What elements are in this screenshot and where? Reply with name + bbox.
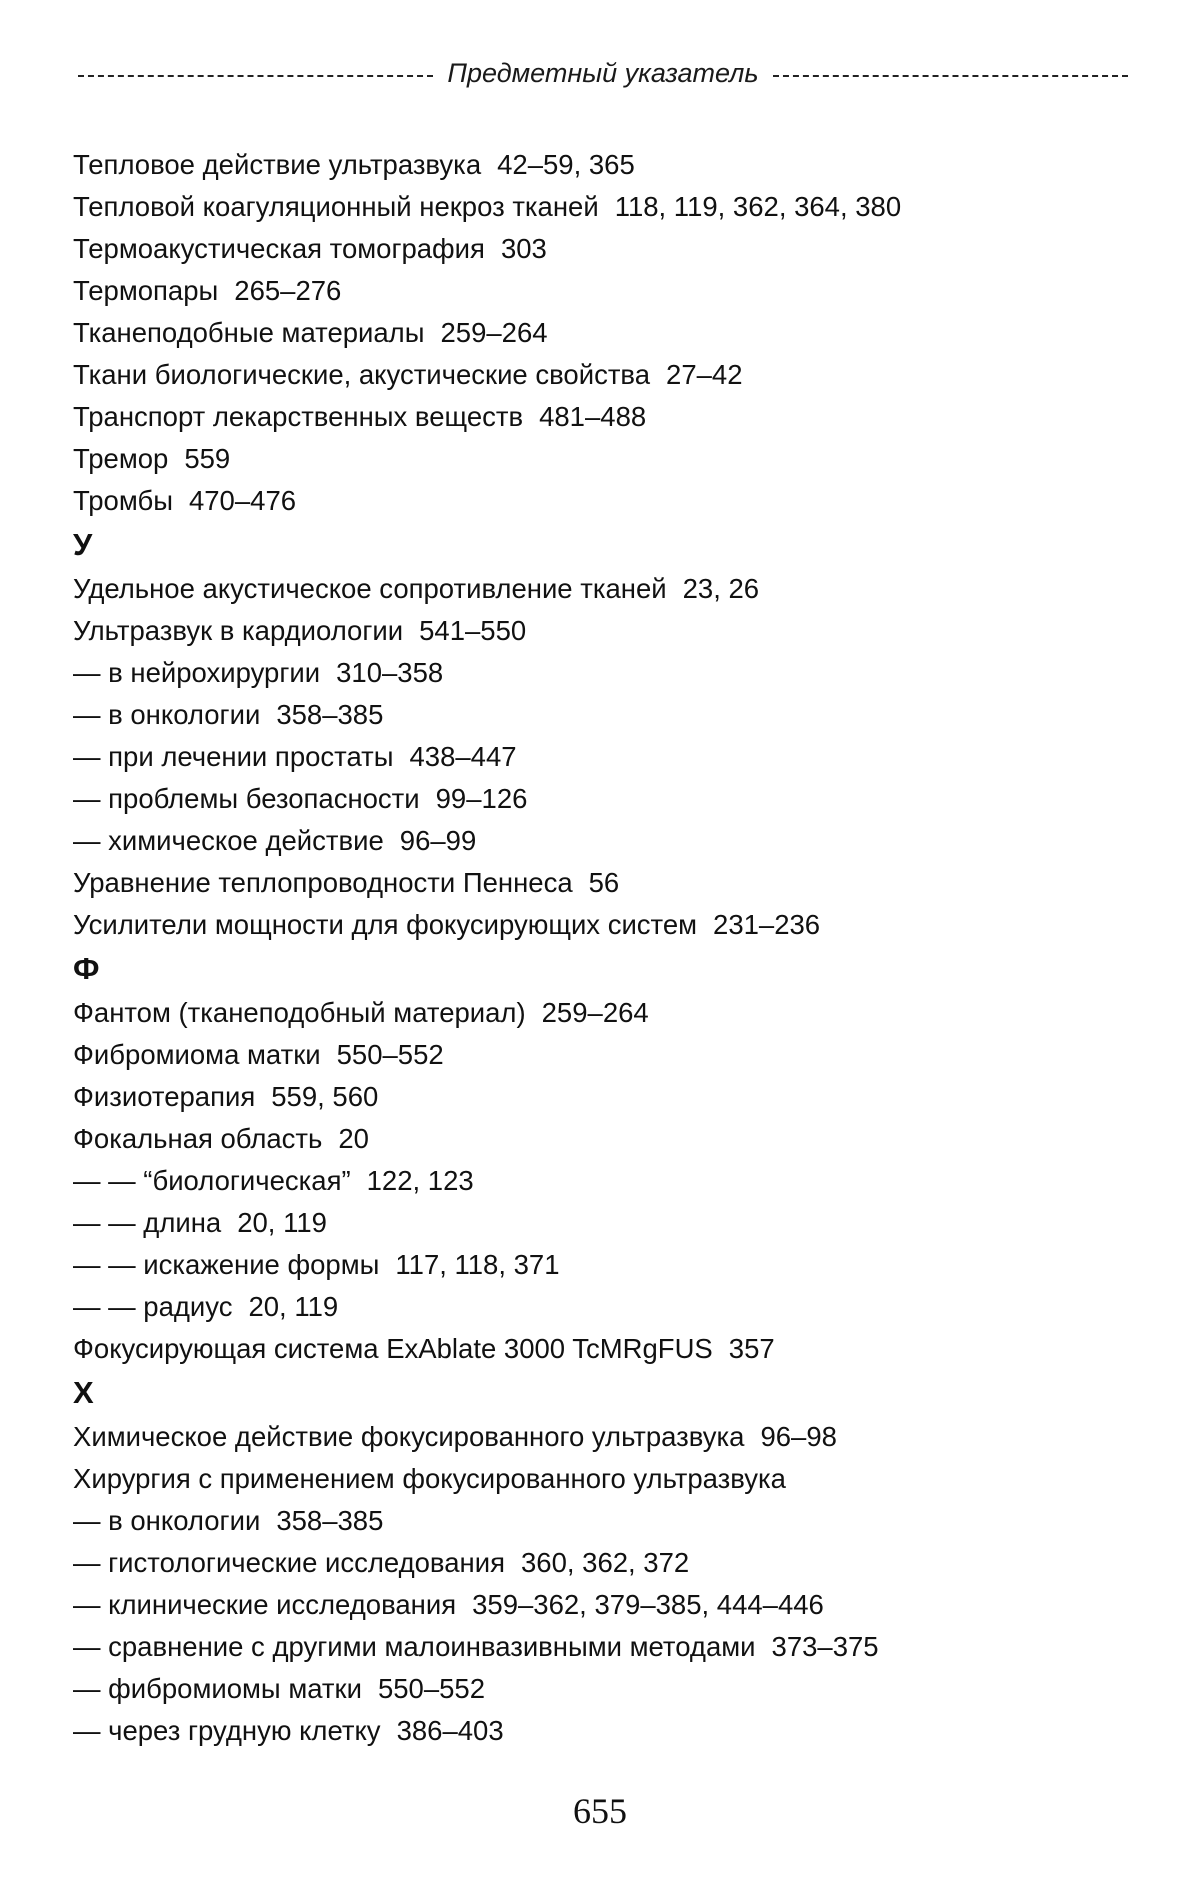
entry-pages: 303 (500, 233, 547, 264)
index-entry (73, 312, 1173, 354)
index-entry (73, 1584, 1173, 1626)
entry-term: — — радиус (73, 1291, 233, 1322)
entry-term: Химическое действие фокусированного ультразвука (73, 1421, 745, 1452)
entry-term: — — искажение формы (73, 1249, 380, 1280)
index-entry (73, 270, 1173, 312)
entry-pages: 20, 119 (248, 1291, 339, 1322)
index-entry (73, 862, 1173, 904)
index-entry (73, 694, 1173, 736)
entry-term: Фокусирующая система ExAblate 3000 TcMRgFUS (73, 1333, 713, 1364)
entry-term: Уравнение теплопроводности Пеннеса (73, 867, 573, 898)
index-entry (73, 438, 1173, 480)
entry-term: — химическое действие (73, 825, 384, 856)
entry-term: Усилители мощности для фокусирующих систем (73, 909, 698, 940)
entry-pages: 56 (588, 867, 620, 898)
entry-pages: 265–276 (234, 275, 342, 306)
entry-pages: 20, 119 (237, 1207, 327, 1238)
index-entries (73, 144, 1173, 1752)
index-entry (73, 228, 1173, 270)
entry-term: — — длина (73, 1207, 222, 1238)
index-entry (73, 652, 1173, 694)
entry-term: Тромбы (73, 485, 173, 516)
index-entry (73, 480, 1173, 522)
entry-term: — клинические исследования (73, 1589, 457, 1620)
entry-term: Фокальная область (73, 1123, 323, 1154)
entry-term: — через грудную клетку (73, 1715, 381, 1746)
entry-term: Термоакустическая томография (73, 233, 485, 264)
entry-pages: 259–264 (440, 317, 548, 348)
index-entry (73, 778, 1173, 820)
index-entry (73, 1118, 1173, 1160)
entry-pages: 96–98 (760, 1421, 837, 1452)
entry-pages: 358–385 (276, 699, 384, 730)
entry-term: Тремор (73, 443, 169, 474)
index-entry (73, 144, 1173, 186)
entry-term: Термопары (73, 275, 219, 306)
page-number: 655 (573, 1791, 627, 1831)
index-entry (73, 1458, 1173, 1500)
entry-pages: 360, 362, 372 (520, 1547, 690, 1578)
entry-term: Ультразвук в кардиологии (73, 615, 404, 646)
entry-term: — в онкологии (73, 1505, 261, 1536)
entry-pages: 231–236 (713, 909, 821, 940)
entry-pages: 373–375 (771, 1631, 879, 1662)
entry-pages: 386–403 (396, 1715, 504, 1746)
index-entry (73, 1034, 1173, 1076)
entry-term: Тепловое действие ультразвука (73, 149, 482, 180)
index-entry (73, 904, 1173, 946)
index-entry (73, 1244, 1173, 1286)
entry-term: Тканеподобные материалы (73, 317, 425, 348)
entry-pages: 96–99 (399, 825, 477, 856)
entry-term: — фибромиомы матки (73, 1673, 362, 1704)
entry-term: — гистологические исследования (73, 1547, 505, 1578)
entry-term: Ткани биологические, акустические свойства (73, 359, 651, 390)
section-letter: Ф (73, 951, 100, 986)
entry-pages: 559, 560 (271, 1081, 379, 1112)
entry-pages: 357 (728, 1333, 775, 1364)
entry-pages: 117, 118, 371 (395, 1249, 560, 1280)
index-entry (73, 1500, 1173, 1542)
entry-term: Транспорт лекарственных веществ (73, 401, 524, 432)
index-entry (73, 820, 1173, 862)
running-header (78, 58, 1128, 89)
index-entry (73, 1286, 1173, 1328)
index-entry (73, 1626, 1173, 1668)
entry-pages: 27–42 (666, 359, 743, 390)
index-entry (73, 1076, 1173, 1118)
entry-pages: 470–476 (188, 485, 297, 516)
entry-pages: 550–552 (336, 1039, 444, 1070)
index-entry (73, 354, 1173, 396)
entry-term: — проблемы безопасности (73, 783, 420, 814)
entry-term: Физиотерапия (73, 1081, 256, 1112)
section-letter: У (73, 527, 93, 562)
entry-pages: 359–362, 379–385, 444–446 (472, 1589, 824, 1620)
header-rule-right (773, 75, 1128, 77)
header-rule-left (78, 75, 433, 77)
entry-pages: 122, 123 (366, 1165, 474, 1196)
index-entry (73, 1160, 1173, 1202)
index-entry (73, 736, 1173, 778)
entry-pages: 541–550 (419, 615, 527, 646)
index-entry (73, 186, 1173, 228)
index-entry (73, 1202, 1173, 1244)
entry-pages: 481–488 (539, 401, 647, 432)
entry-pages: 23, 26 (682, 573, 760, 604)
entry-pages: 550–552 (377, 1673, 485, 1704)
index-entry (73, 1328, 1173, 1370)
entry-pages: 438–447 (409, 741, 517, 772)
index-entry (73, 568, 1173, 610)
index-entry (73, 1710, 1173, 1752)
entry-pages: 310–358 (336, 657, 444, 688)
entry-term: — — “биологическая” (73, 1165, 351, 1196)
entry-term: — в нейрохирургии (73, 657, 321, 688)
entry-pages: 20 (338, 1123, 369, 1154)
entry-term: Фибромиома матки (73, 1039, 321, 1070)
entry-pages: 118, 119, 362, 364, 380 (614, 191, 902, 222)
entry-term: Хирургия с применением фокусированного ультразвука (73, 1463, 786, 1494)
section-letter: Х (73, 1375, 94, 1410)
entry-term: Тепловой коагуляционный некроз тканей (73, 191, 599, 222)
entry-pages: 99–126 (435, 783, 528, 814)
entry-pages: 358–385 (276, 1505, 384, 1536)
index-entry (73, 1542, 1173, 1584)
header-title: Предметный указатель (447, 58, 759, 88)
entry-pages: 42–59, 365 (497, 149, 635, 180)
entry-term: — сравнение с другими малоинвазивными методами (73, 1631, 756, 1662)
entry-pages: 559 (184, 443, 231, 474)
entry-term: Удельное акустическое сопротивление тканей (73, 573, 667, 604)
entry-term: — в онкологии (73, 699, 261, 730)
index-entry (73, 610, 1173, 652)
index-entry (73, 1668, 1173, 1710)
index-entry (73, 992, 1173, 1034)
entry-pages: 259–264 (541, 997, 649, 1028)
entry-term: — при лечении простаты (73, 741, 394, 772)
entry-term: Фантом (тканеподобный материал) (73, 997, 526, 1028)
index-entry (73, 1416, 1173, 1458)
index-entry (73, 396, 1173, 438)
